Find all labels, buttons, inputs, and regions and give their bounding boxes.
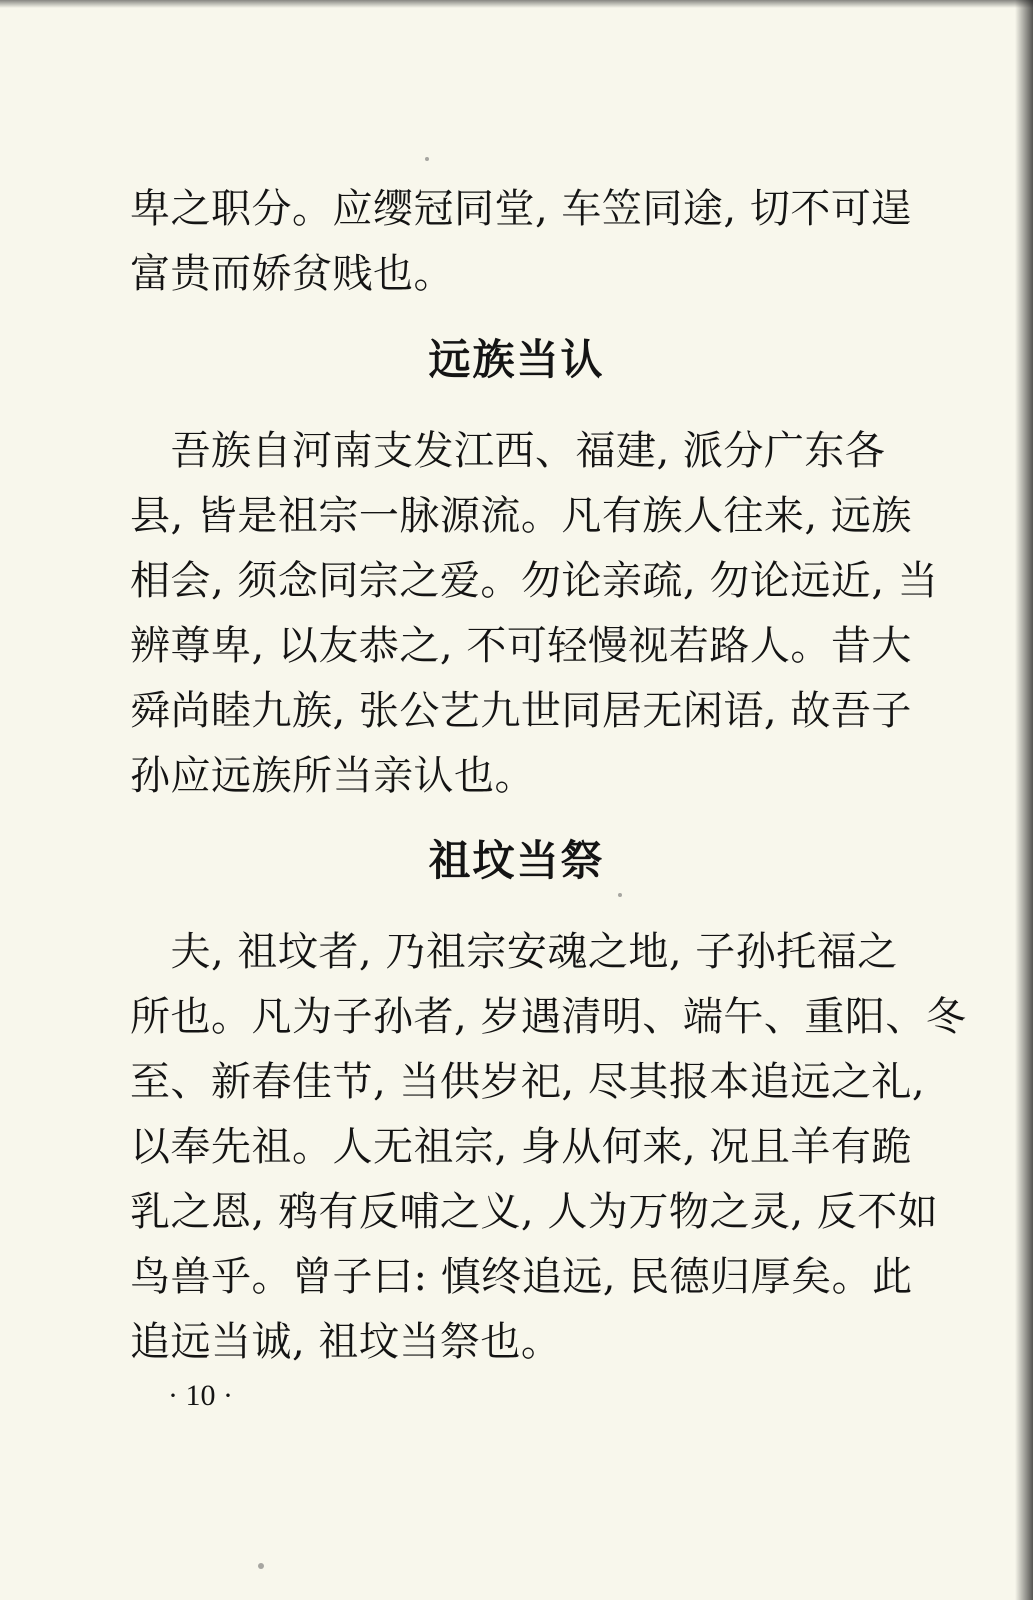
page-number: · 10 · xyxy=(168,1379,233,1412)
body-line: 吾族自河南支发江西、福建, 派分广东各 xyxy=(130,428,886,474)
body-line: 夫, 祖坟者, 乃祖宗安魂之地, 子孙托福之 xyxy=(130,929,898,975)
scan-speck xyxy=(618,893,622,897)
body-line: 至、新春佳节, 当供岁祀, 尽其报本追远之礼, xyxy=(130,1059,926,1105)
body-line: 辨尊卑, 以友恭之, 不可轻慢视若路人。昔大 xyxy=(130,623,912,669)
section-heading: 远族当认 xyxy=(428,335,605,384)
body-line: 相会, 须念同宗之爱。勿论亲疏, 勿论远近, 当 xyxy=(130,558,939,604)
scan-edge-right xyxy=(1015,0,1033,1600)
section-heading: 祖坟当祭 xyxy=(428,836,605,885)
body-line: 以奉先祖。人无祖宗, 身从何来, 况且羊有跪 xyxy=(130,1124,912,1170)
body-line: 追远当诚, 祖坟当祭也。 xyxy=(130,1319,562,1365)
scan-speck xyxy=(258,1563,264,1569)
body-line: 所也。凡为子孙者, 岁遇清明、端午、重阳、冬 xyxy=(130,994,967,1040)
scan-speck xyxy=(425,157,429,161)
body-line: 富贵而娇贫贱也。 xyxy=(130,251,454,297)
body-line: 县, 皆是祖宗一脉源流。凡有族人往来, 远族 xyxy=(130,493,912,539)
scan-edge-top xyxy=(0,0,1033,8)
body-line: 舜尚睦九族, 张公艺九世同居无闲语, 故吾子 xyxy=(130,688,912,734)
body-line: 孙应远族所当亲认也。 xyxy=(130,753,535,799)
body-line: 乳之恩, 鸦有反哺之义, 人为万物之灵, 反不如 xyxy=(130,1189,939,1235)
body-line: 鸟兽乎。曾子曰: 慎终追远, 民德归厚矣。此 xyxy=(130,1254,913,1300)
body-line: 卑之职分。应缨冠同堂, 车笠同途, 切不可逞 xyxy=(130,186,912,232)
